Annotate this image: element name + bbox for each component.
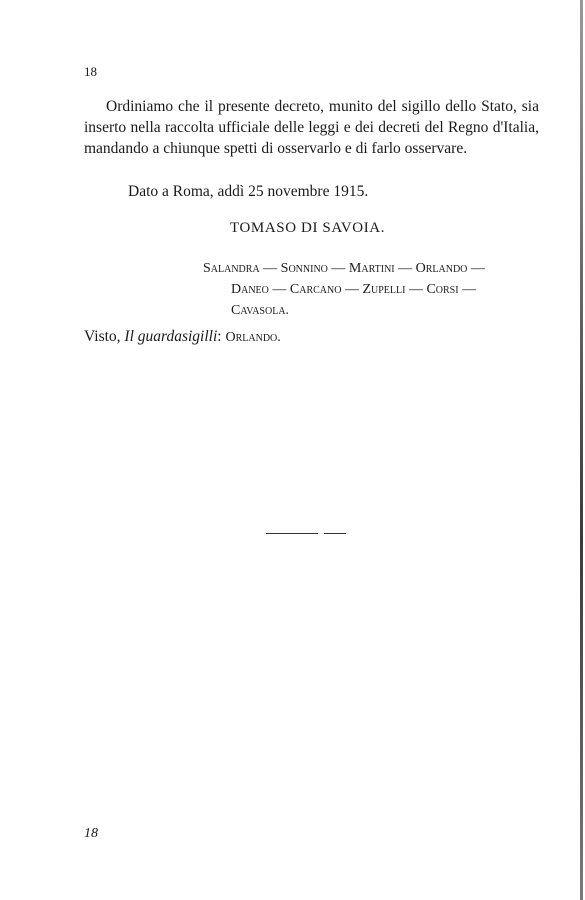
page-number-top: 18 — [84, 64, 97, 79]
page-edge-line — [580, 0, 583, 900]
decree-body — [84, 96, 539, 159]
visto-name: Orlando. — [225, 330, 281, 345]
sovereign-signature: TOMASO DI SAVOIA. — [230, 220, 386, 236]
minister-line-2: Daneo — Carcano — Zupelli — Corsi — — [231, 282, 477, 297]
page-number-bottom: 18 — [84, 826, 98, 841]
decree-date-line: Dato a Roma, addì 25 novembre 1915. — [128, 183, 369, 200]
visto-line — [84, 328, 281, 346]
minister-signatures — [203, 258, 485, 321]
visto-separator: : — [217, 328, 222, 345]
minister-line-3: Cavasola. — [231, 303, 290, 318]
decree-paragraph: Ordiniamo che il presente decreto, munito del sigillo dello Stato, sia inserto nella raccolta ufficiale delle leggi e dei decreti del Regno d'Italia, mandando a chiunque spetti di osservarlo e di farlo osservare. — [84, 98, 539, 157]
minister-line-1: Salandra — Sonnino — Martini — Orlando — — [203, 261, 485, 276]
section-divider-rule — [266, 533, 318, 534]
visto-title: Il guardasigilli — [124, 328, 218, 345]
section-divider-rule-short — [324, 533, 346, 534]
visto-prefix: Visto, — [84, 328, 121, 345]
